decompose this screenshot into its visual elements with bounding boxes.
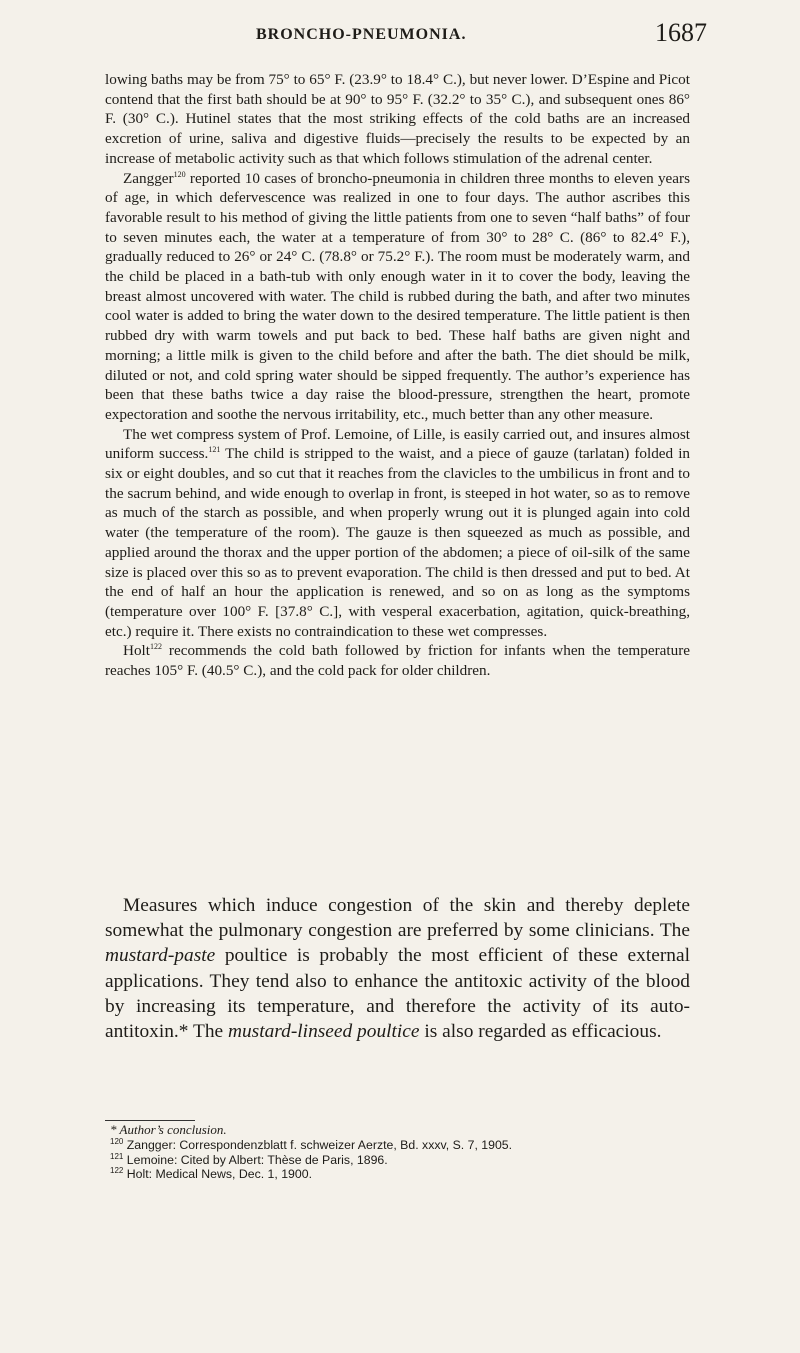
- page-header: [0, 18, 800, 50]
- running-title: BRONCHO-PNEUMONIA.: [256, 26, 467, 43]
- footnote-divider: [105, 1120, 195, 1121]
- large-print-section: [105, 893, 690, 1044]
- paragraph-lemoine: The wet compress system of Prof. Lemoine, of Lille, is easily carried out, and insures almost uniform success.$^{121}$ The child is stripped to the waist, and a piece of gauze (tarlatan) folded in six or eight doubles, and so cut that it reaches from the clavicles to the umbilicus in front and to the sacrum behind, and wide enough to overlap in front, is steeped in hot water, so as to remove as much of the starch as possible, and when properly wrung out it is plunged again into cold water (the temperature of the room). The gauze is then squeezed as much as possible, and applied around the thorax and the upper portion of the abdomen; a piece of oil-silk of the same size is placed over this so as to prevent evaporation. The child is then dressed and put to bed. At the end of half an hour the application is renewed, and so on as long as the symptoms (temperature over 100° F. [37.8° C.], with vesperal exacerbation, agitation, quick-breathing, etc.) require it. There exists no contraindication to these wet compresses.: [105, 425, 691, 640]
- footnote-star: * Author’s conclusion.: [110, 1122, 227, 1137]
- italic-term: mustard-linseed poultice: [227, 1021, 420, 1043]
- reference-marker: 120: [173, 169, 186, 179]
- paragraph-zangger: Zangger$^{120}$ reported 10 cases of broncho-pneumonia in children three months to eleven years of age, in which defervescence was realized in one to four days. The author ascribes this favorable result to his method of giving the little patients from one to seven “half baths” of four to seven minutes each, the water at a temperature of from 30° to 28° C. (86° to 82.4° F.), gradually reduced to 26° or 24° C. (78.8° or 75.2° F.). The room must be moderately warm, and the child be placed in a bath-tub with only enough water in it to cover the body, leaving the breast almost uncovered with water. The child is rubbed during the bath, and after two minutes cool water is added to bring the water down to the desired temperature. The little patient is then rubbed dry with warm towels and put back to bed. These half baths are given night and morning; a little milk is given to the child before and after the bath. The diet should be milk, diluted or not, and cold spring water should be sipped frequently. The author’s experience has been that these baths twice a day raise the blood-pressure, strengthen the heart, promote expectoration and soothe the nervous irritability, etc., much better than any other measure.: [105, 169, 690, 423]
- paragraph-cold-baths: lowing baths may be from 75° to 65° F. (23.9° to 18.4° C.), but never lower. D’Espine and Picot contend that the first bath should be at 90° to 95° F. (32.2° to 35° C.), and subsequent ones 86° F. (30° C.). Hutinel states that the most striking effects of the cold baths are an increased excretion of urine, saliva and digestive fluids—precisely the results to be expected by an increase of metabolic activity such as that which follows stimulation of the adrenal center.: [105, 71, 690, 167]
- paragraph-measures: Measures which induce congestion of the skin and thereby deplete somewhat the pulmonary congestion are preferred by some clinicians. The mustard-paste poultice is probably the most efficient of these external applications. They tend also to enhance the antitoxic activity of the blood by increasing its temperature, and therefore the activity of its auto-antitoxin.* The mustard-linseed poultice is also regarded as efficacious.: [105, 895, 690, 1043]
- footnote-120: $^{120}$ Zangger: Correspondenzblatt f. schweizer Aerzte, Bd. xxxv, S. 7, 1905.: [110, 1136, 513, 1152]
- footnote-121: $^{121}$ Lemoine: Cited by Albert: Thèse de Paris, 1896.: [110, 1151, 388, 1167]
- main-body-text: [105, 70, 690, 681]
- reference-marker: 121: [208, 445, 221, 455]
- paragraph-holt: Holt$^{122}$ recommends the cold bath followed by friction for infants when the temperature reaches 105° F. (40.5° C.), and the cold pack for older children.: [105, 642, 690, 680]
- footnote-122: $^{122}$ Holt: Medical News, Dec. 1, 1900.: [110, 1166, 312, 1182]
- author-name: Holt: [123, 642, 151, 660]
- page-number: 1687: [655, 18, 707, 47]
- reference-marker: 122: [150, 642, 163, 652]
- italic-term: mustard-paste: [105, 945, 216, 967]
- footnotes: [110, 1123, 695, 1182]
- author-name: Zangger: [123, 169, 174, 187]
